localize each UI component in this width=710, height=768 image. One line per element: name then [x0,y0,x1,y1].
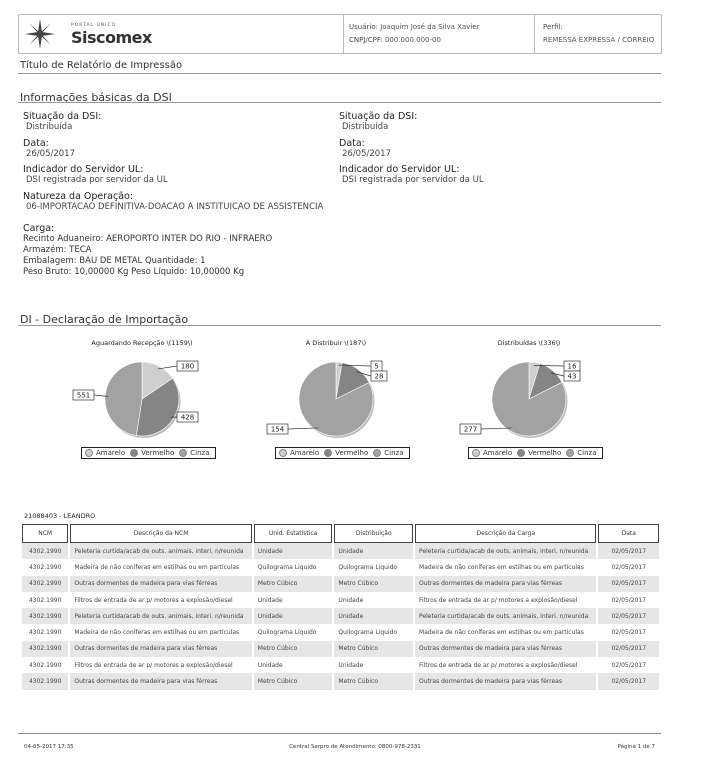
legend-label: Amarelo [290,449,320,457]
field-label: Situação da DSI: [23,111,102,122]
data-label: 551 [76,391,91,400]
cell-descricao-carga: Filtros de entrada de ar p/ motores a explosão/diesel [419,661,578,669]
cell-descricao-carga: Filtros de entrada de ar p/ motores a explosão/diesel [419,596,578,604]
col-header-data[interactable]: Data [598,524,659,543]
cell-descricao-carga: Madeira de não coníferas em estilhas ou em partículas [419,563,584,571]
table-owner-label: 21088403 - LEANDRO [24,512,96,520]
cell-unid: Metro Cúbico [254,673,333,689]
cell-descricao-ncm: Outras dormentes de madeira para vias férreas [70,576,251,592]
cell-data: 02/05/2017 [611,629,647,637]
user-label: Usuário: [349,23,378,31]
cell-distribuicao: Unidade [334,608,413,624]
logo-title: Siscomex [71,28,152,47]
cell-distribuicao: Metro Cúbico [334,576,413,592]
legend-swatch [566,449,574,457]
table-row [22,576,659,592]
dsi-field [23,111,323,138]
data-label: 5 [374,362,379,371]
cell-ncm: 4302.1990 [28,661,62,669]
cell-ncm: 4302.1990 [28,629,62,637]
cell-distribuicao: Metro Cúbico [334,641,413,657]
field-label: Natureza da Operação: [23,191,134,202]
cell-descricao-carga: Outras dormentes de madeira para vias férreas [415,641,596,657]
cell-unid: Unidade [257,661,283,669]
chart-title: Aguardando Recepção \(1159\) [91,339,193,347]
dsi-section-title: Informações básicas da DSI [20,91,172,104]
carga-line: Peso Bruto: 10,00000 Kg Peso Líquido: 10,00000 Kg [23,267,245,277]
field-label: Data: [23,138,49,149]
user-name: Joaquim José da Silva Xavier [380,23,480,31]
field-label: Indicador do Servidor UL: [339,164,460,175]
field-value: DSI registrada por servidor da UL [342,175,484,185]
data-label: 428 [180,413,195,422]
cell-descricao-ncm: Outras dormentes de madeira para vias férreas [70,673,251,689]
field-value: 06-IMPORTACAO DEFINITIVA-DOACAO A INSTITUICAO DE ASSISTENCIA [26,202,324,212]
legend-label: Cinza [384,449,404,457]
field-value: 26/05/2017 [342,149,391,159]
data-label: 28 [374,372,384,381]
cell-ncm: 4302.1990 [28,563,62,571]
chart-title: À Distribuir \(187\) [305,339,367,347]
table-row [22,559,659,575]
cell-unid: Unidade [257,596,283,604]
col-header-descricao-carga[interactable]: Descrição da Carga [415,524,596,543]
legend-label: Amarelo [483,449,513,457]
dsi-carga [23,223,323,278]
data-label: 180 [180,362,195,371]
cell-descricao-carga: Peleteria curtida/acab de outs. animais, interi. n/reunida [415,608,596,624]
carga-line: Recinto Aduaneiro: AEROPORTO INTER DO RIO - INFRAERO [23,234,273,244]
field-value: DSI registrada por servidor da UL [26,175,168,185]
field-label: Situação da DSI: [339,111,418,122]
col-header-unid[interactable]: Unid. Estatística [254,524,333,543]
cell-distribuicao: Unidade [338,596,364,604]
dsi-field [339,111,639,138]
cell-descricao-carga: Outras dormentes de madeira para vias férreas [415,673,596,689]
cpf-label: CNPJ/CPF: [349,36,383,44]
footer-divider [18,733,661,734]
cell-descricao-ncm: Outras dormentes de madeira para vias férreas [70,641,251,657]
dsi-field [23,138,323,164]
table-row [22,543,659,559]
di-divider [18,325,661,326]
siscomex-logo [19,15,344,53]
cell-data: 02/05/2017 [598,576,659,592]
dsi-field [339,138,639,164]
legend-label: Vermelho [141,449,175,457]
cell-ncm: 4302.1990 [22,576,68,592]
star-compass-icon [25,19,55,49]
data-label: 43 [567,372,577,381]
cell-descricao-ncm: Peleteria curtida/acab de outs. animais, interi. n/reunida [70,608,251,624]
footer-page-number: Página 1 de 7 [617,744,655,750]
pie-chart [42,344,242,454]
data-label: 16 [567,362,577,371]
cell-ncm: 4302.1990 [22,673,68,689]
cell-distribuicao: Quilograma Liquido [338,563,398,571]
carga-line: Armazém: TECA [23,245,92,255]
cell-unid: Unidade [254,608,333,624]
legend-label: Amarelo [96,449,126,457]
legend-swatch [517,449,525,457]
legend-swatch [279,449,287,457]
cell-distribuicao: Unidade [338,661,364,669]
legend-swatch [179,449,187,457]
table-header-row [22,524,659,543]
field-label: Indicador do Servidor UL: [23,164,144,175]
field-label: Data: [339,138,365,149]
cell-unid: Metro Cúbico [254,576,333,592]
cell-descricao-ncm: Filtros de entrada de ar p/ motores a explosão/diesel [74,596,233,604]
dsi-field [339,164,639,191]
profile-value: REMESSA EXPRESSA / CORREIO [543,36,655,44]
dsi-right-column [339,111,639,191]
pie-slice-cinza [105,362,142,436]
cell-ncm: 4302.1990 [22,543,68,559]
dsi-divider [18,102,661,103]
cell-distribuicao: Unidade [334,543,413,559]
title-divider [18,73,661,74]
legend-swatch [373,449,381,457]
cell-ncm: 4302.1990 [22,608,68,624]
footer-support: Central Serpro de Atendimento: 0800-978-2331 [289,744,421,750]
logo-subtitle: PORTAL ÚNICO [71,23,117,28]
cell-unid: Quilograma Liquido [257,629,317,637]
chart-legend [468,447,603,459]
table-row [22,673,659,689]
legend-swatch [324,449,332,457]
cell-descricao-carga: Outras dormentes de madeira para vias férreas [415,576,596,592]
legend-label: Cinza [190,449,210,457]
legend-swatch [130,449,138,457]
carga-line: Embalagem: BAU DE METAL Quantidade: 1 [23,256,206,266]
pie-chart [236,344,436,454]
col-header-distribuicao[interactable]: Distribuição [334,524,413,543]
cell-descricao-ncm: Peleteria curtida/acab de outs. animais, interi. n/reunida [70,543,251,559]
cell-descricao-carga: Madeira de não coníferas em estilhas ou em partículas [419,629,584,637]
cell-data: 02/05/2017 [598,641,659,657]
col-header-descricao-ncm[interactable]: Descrição da NCM [70,524,251,543]
cell-data: 02/05/2017 [611,661,647,669]
di-section-title: DI - Declaração de Importação [20,313,189,326]
legend-swatch [472,449,480,457]
field-value: Distribuída [26,122,73,132]
legend-label: Cinza [577,449,597,457]
profile-info [534,15,659,53]
table-row [22,641,659,657]
cell-distribuicao: Quilograma Liquido [338,629,398,637]
legend-label: Vermelho [335,449,369,457]
cpf-value: 000.000.000-00 [384,36,441,44]
chart-legend [275,447,410,459]
field-value: Distribuída [342,122,389,132]
field-label: Carga: [23,223,55,234]
table-row [22,608,659,624]
chart-title: Distribuídas \(336\) [497,339,561,347]
user-info [349,21,539,47]
data-label: 154 [270,425,285,434]
col-header-ncm[interactable]: NCM [22,524,68,543]
report-title: Título de Relatório de Impressão [20,60,183,71]
dsi-field [23,164,323,191]
cell-data: 02/05/2017 [598,673,659,689]
footer-datetime: 04-05-2017 17:35 [24,744,74,750]
data-label: 277 [463,425,478,434]
field-value: 26/05/2017 [26,149,75,159]
cell-descricao-ncm: Madeira de não coníferas em estilhas ou em partículas [74,629,240,637]
cell-descricao-ncm: Filtros de entrada de ar p/ motores a explosão/diesel [74,661,233,669]
chart-legend [81,447,216,459]
pie-chart [429,344,629,454]
dsi-left-column [23,111,323,278]
table-row [22,624,659,640]
cell-data: 02/05/2017 [598,543,659,559]
cell-unid: Unidade [254,543,333,559]
cell-ncm: 4302.1990 [22,641,68,657]
cell-data: 02/05/2017 [611,563,647,571]
cell-ncm: 4302.1990 [28,596,62,604]
legend-swatch [85,449,93,457]
table-row [22,592,659,608]
dsi-natureza [23,191,323,223]
cell-unid: Metro Cúbico [254,641,333,657]
ncm-table [20,524,661,690]
cell-unid: Quilograma Liquido [257,563,317,571]
profile-label: Perfil: [543,23,563,31]
cell-descricao-ncm: Madeira de não coníferas em estilhas ou em partículas [74,563,240,571]
cell-descricao-carga: Peleteria curtida/acab de outs. animais, interi. n/reunida [415,543,596,559]
cell-distribuicao: Metro Cúbico [334,673,413,689]
table-row [22,657,659,673]
cell-data: 02/05/2017 [598,608,659,624]
report-header [18,14,662,54]
legend-label: Vermelho [528,449,562,457]
cell-data: 02/05/2017 [611,596,647,604]
